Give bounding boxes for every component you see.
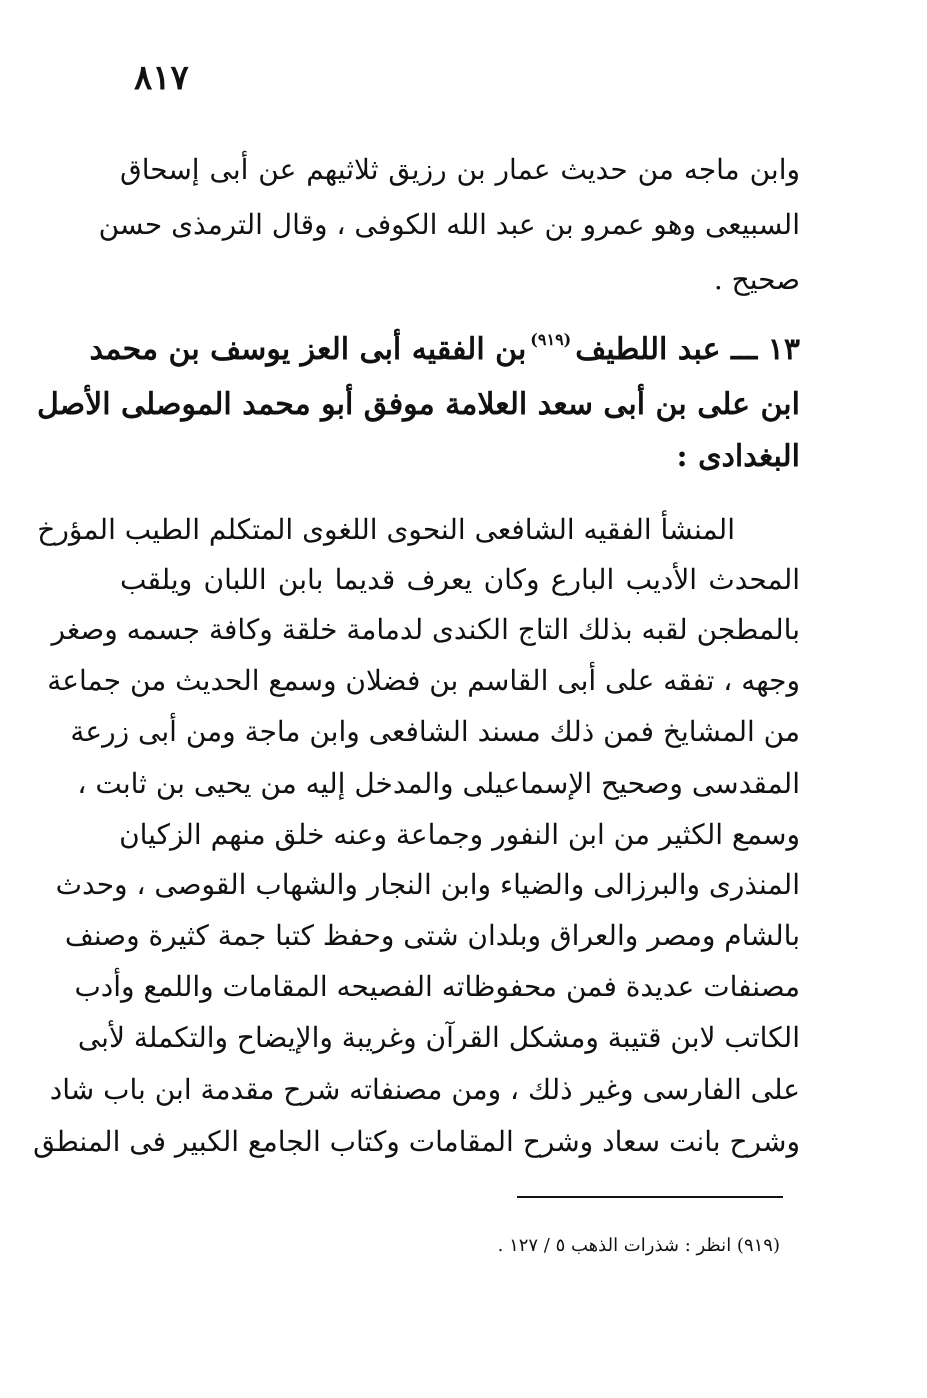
- body-line-1: المنشأ الفقيه الشافعى النحوى اللغوى المتكلم الطيب المؤرخ: [37, 513, 735, 546]
- entry-heading-line-3: البغدادى :: [676, 439, 800, 474]
- entry-heading-line-1: [89, 328, 800, 372]
- page-number: ٨١٧: [134, 58, 189, 98]
- body-line-12: على الفارسى وغير ذلك ، ومن مصنفاته شرح مقدمة ابن باب شاد: [49, 1073, 800, 1106]
- body-line-9: بالشام ومصر والعراق وبلدان شتى وحفظ كتبا جمة كثيرة وصنف: [64, 919, 800, 952]
- intro-line-3: صحيح .: [713, 263, 800, 296]
- body-line-6: المقدسى وصحيح الإسماعيلى والمدخل إليه من يحيى بن ثابت ،: [77, 767, 800, 800]
- body-line-11: الكاتب لابن قتيبة ومشكل القرآن وغريبة والإيضاح والتكملة لأبى: [77, 1021, 800, 1054]
- entry-heading-line-2: ابن على بن أبى سعد العلامة موفق أبو محمد الموصلى الأصل: [36, 387, 800, 422]
- body-line-7: وسمع الكثير من ابن النفور وجماعة وعنه خلق منهم الزكيان: [119, 818, 800, 851]
- body-line-2: المحدث الأديب البارع وكان يعرف قديما بابن اللبان ويلقب: [120, 563, 800, 596]
- entry-heading-name: ١٣ ـــ عبد اللطيف: [575, 332, 800, 367]
- body-line-10: مصنفات عديدة فمن محفوظاته الفصيحه المقامات واللمع وأدب: [74, 970, 800, 1003]
- footnote-divider: [517, 1196, 783, 1198]
- footnote-reference: (٩١٩): [530, 330, 572, 349]
- body-line-13: وشرح بانت سعاد وشرح المقامات وكتاب الجامع الكبير فى المنطق: [33, 1125, 800, 1158]
- entry-heading-lineage: بن الفقيه أبى العز يوسف بن محمد: [89, 332, 527, 367]
- body-line-4: وجهه ، تفقه على أبى القاسم بن فضلان وسمع الحديث من جماعة: [47, 664, 800, 697]
- intro-line-2: السبيعى وهو عمرو بن عبد الله الكوفى ، وقال الترمذى حسن: [98, 208, 800, 241]
- body-line-5: من المشايخ فمن ذلك مسند الشافعى وابن ماجة ومن أبى زرعة: [70, 715, 800, 748]
- intro-line-1: وابن ماجه من حديث عمار بن رزيق ثلاثيهم عن أبى إسحاق: [120, 153, 800, 186]
- body-line-8: المنذرى والبرزالى والضياء وابن النجار والشهاب القوصى ، وحدث: [55, 868, 800, 901]
- body-line-3: بالمطجن لقبه بذلك التاج الكندى لدمامة خلقة وكافة جسمه وصغر: [51, 613, 800, 646]
- footnote-text: (٩١٩) انظر : شذرات الذهب ٥ / ١٢٧ .: [497, 1235, 780, 1256]
